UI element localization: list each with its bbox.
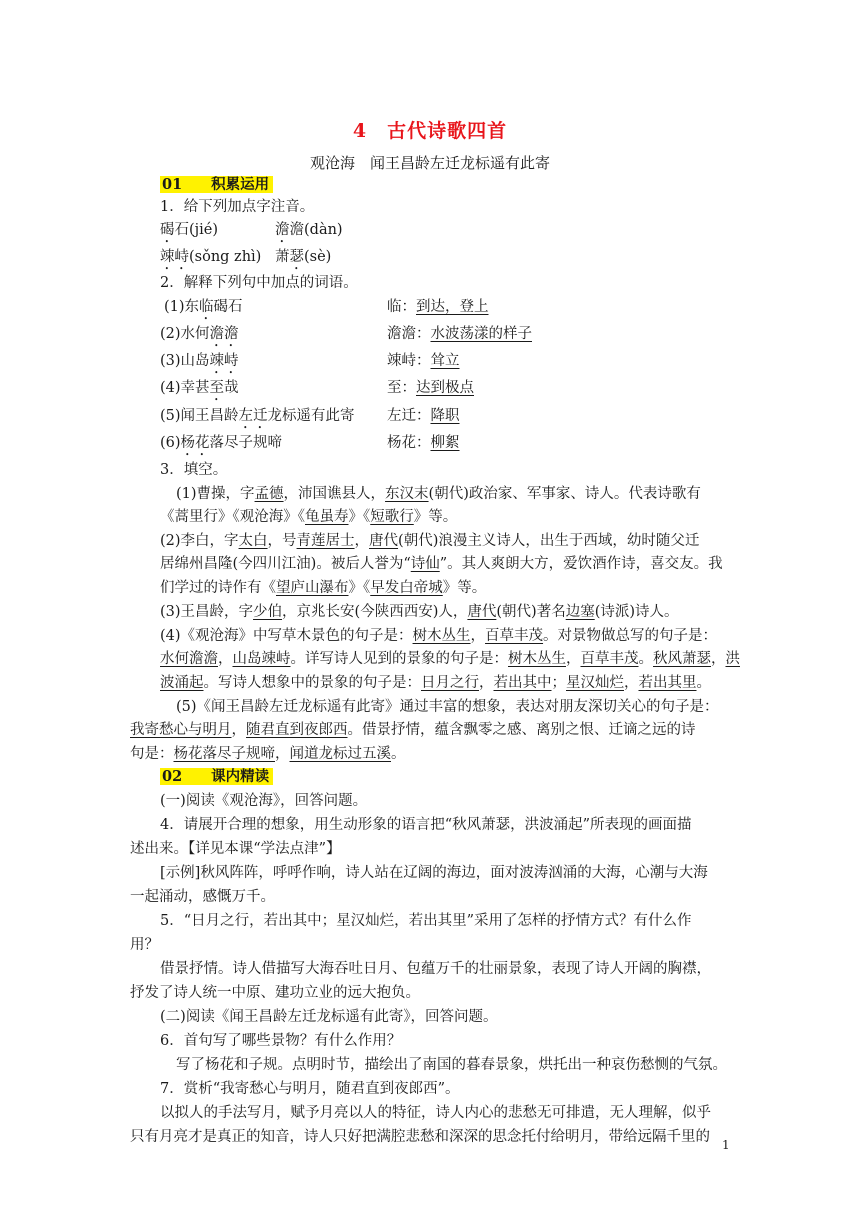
q1-item-3: 竦峙(sǒng zhì) [160,249,262,265]
q7-line1: 7．赏析“我寄愁心与明月，随君直到夜郎西”。 [160,1081,460,1097]
q1-item-1: 碣石(jié) [160,222,219,238]
q2-answer-5: 左迁：降职 [387,408,460,424]
q3-p4-line3: 波涌起。写诗人想象中的景象的句子是：日月之行，若出其中；星汉灿烂，若出其里。 [160,675,711,691]
q3-p2-line3: 们学过的诗作有《望庐山瀑布》《早发白帝城》等。 [160,580,487,596]
q3-p5-line3: 句是：杨花落尽子规啼，闻道龙标过五溪。 [130,746,406,762]
q5-line2: 用？ [130,937,159,953]
q4-answer-line1: [示例]秋风阵阵，呼呼作响，诗人站在辽阔的海边，面对波涛汹涌的大海，心潮与大海 [160,865,708,881]
q6-line1: 6．首句写了哪些景物？有什么作用？ [160,1033,402,1049]
section-heading-accumulate: 01 积累运用 [160,176,273,194]
q3-p2-line1: (2)李白，字太白，号青莲居士，唐代(朝代)浪漫主义诗人，出生于西域，幼时随父迁 [160,533,700,549]
q3-p4-line2: 水何澹澹，山岛竦峙。详写诗人见到的景象的句子是：树木丛生，百草丰茂。秋风萧瑟，洪 [160,651,740,667]
q7-answer-line2: 只有月亮才是真正的知音，诗人只好把满腔悲愁和深深的思念托付给明月，带给远隔千里的 [130,1129,710,1145]
q2-item-6: (6)杨花落尽子规啼 [160,435,283,451]
q3-p3-line1: (3)王昌龄，字少伯，京兆长安(今陕西西安)人，唐代(朝代)著名边塞(诗派)诗人。 [160,604,679,620]
q7-answer-line1: 以拟人的手法写月，赋予月亮以人的特征，诗人内心的悲愁无可排遣，无人理解，似乎 [160,1105,711,1121]
q1-stem: 1．给下列加点字注音。 [160,199,315,215]
q3-p4-line1: (4)《观沧海》中写草木景色的句子是：树木丛生，百草丰茂。对景物做总写的句子是： [160,628,718,644]
q2-answer-2: 澹澹：水波荡漾的样子 [387,326,532,342]
q4-line1: 4．请展开合理的想象，用生动形象的语言把“秋风萧瑟，洪波涌起”所表现的画面描 [160,817,692,833]
part1-heading: (一)阅读《观沧海》，回答问题。 [160,793,368,809]
q2-item-1: (1)东临碣石 [164,299,243,315]
part2-heading: (二)阅读《闻王昌龄左迁龙标遥有此寄》，回答问题。 [160,1009,498,1025]
page-title: 4 古代诗歌四首 [352,120,508,142]
q2-item-5: (5)闻王昌龄左迁龙标遥有此寄 [160,408,355,424]
page-subtitle: 观沧海 闻王昌龄左迁龙标遥有此寄 [309,154,550,172]
q4-line2: 述出来。【详见本课“学法点津”】 [130,841,341,857]
q2-answer-6: 杨花：柳絮 [387,435,460,451]
q5-answer-line1: 借景抒情。诗人借描写大海吞吐日月、包蕴万千的壮丽景象，表现了诗人开阔的胸襟， [160,961,711,977]
section-heading-close-reading: 02 课内精读 [160,768,273,786]
q2-item-4: (4)幸甚至哉 [160,380,239,396]
q2-answer-3: 竦峙：耸立 [387,353,460,369]
q5-line1: 5．“日月之行，若出其中；星汉灿烂，若出其里”采用了怎样的抒情方式？有什么作 [160,913,692,929]
q3-p2-line2: 居绵州昌隆(今四川江油)。被后人誉为“诗仙”。其人爽朗大方，爱饮酒作诗，喜交友。我 [160,556,723,572]
q2-answer-4: 至：达到极点 [387,380,474,396]
q3-p5-line2: 我寄愁心与明月，随君直到夜郎西。借景抒情，蕴含飘零之感、离别之恨、迁谪之远的诗 [130,722,696,738]
q2-item-3: (3)山岛竦峙 [160,353,239,369]
q6-answer: 写了杨花和子规。点明时节，描绘出了南国的暮春景象，烘托出一种哀伤愁恻的气氛。 [176,1057,727,1073]
q4-answer-line2: 一起涌动，感慨万千。 [130,889,275,905]
q1-item-4: 萧瑟(sè) [275,249,332,265]
page-number: 1 [722,1138,730,1152]
q1-item-2: 澹澹(dàn) [275,222,343,238]
q3-p5-line1: (5)《闻王昌龄左迁龙标遥有此寄》通过丰富的想象，表达对朋友深切关心的句子是： [176,699,719,715]
q5-answer-line2: 抒发了诗人统一中原、建功立业的远大抱负。 [130,985,420,1001]
q2-stem: 2．解释下列句中加点的词语。 [160,275,358,291]
q2-answer-1: 临：到达，登上 [387,299,489,315]
q3-stem: 3．填空。 [160,462,228,478]
q3-p1-line1: (1)曹操，字孟德，沛国谯县人，东汉末(朝代)政治家、军事家、诗人。代表诗歌有 [176,486,701,502]
q2-item-2: (2)水何澹澹 [160,326,239,342]
q3-p1-line2: 《蒿里行》《观沧海》《龟虽寿》《短歌行》等。 [160,509,458,525]
